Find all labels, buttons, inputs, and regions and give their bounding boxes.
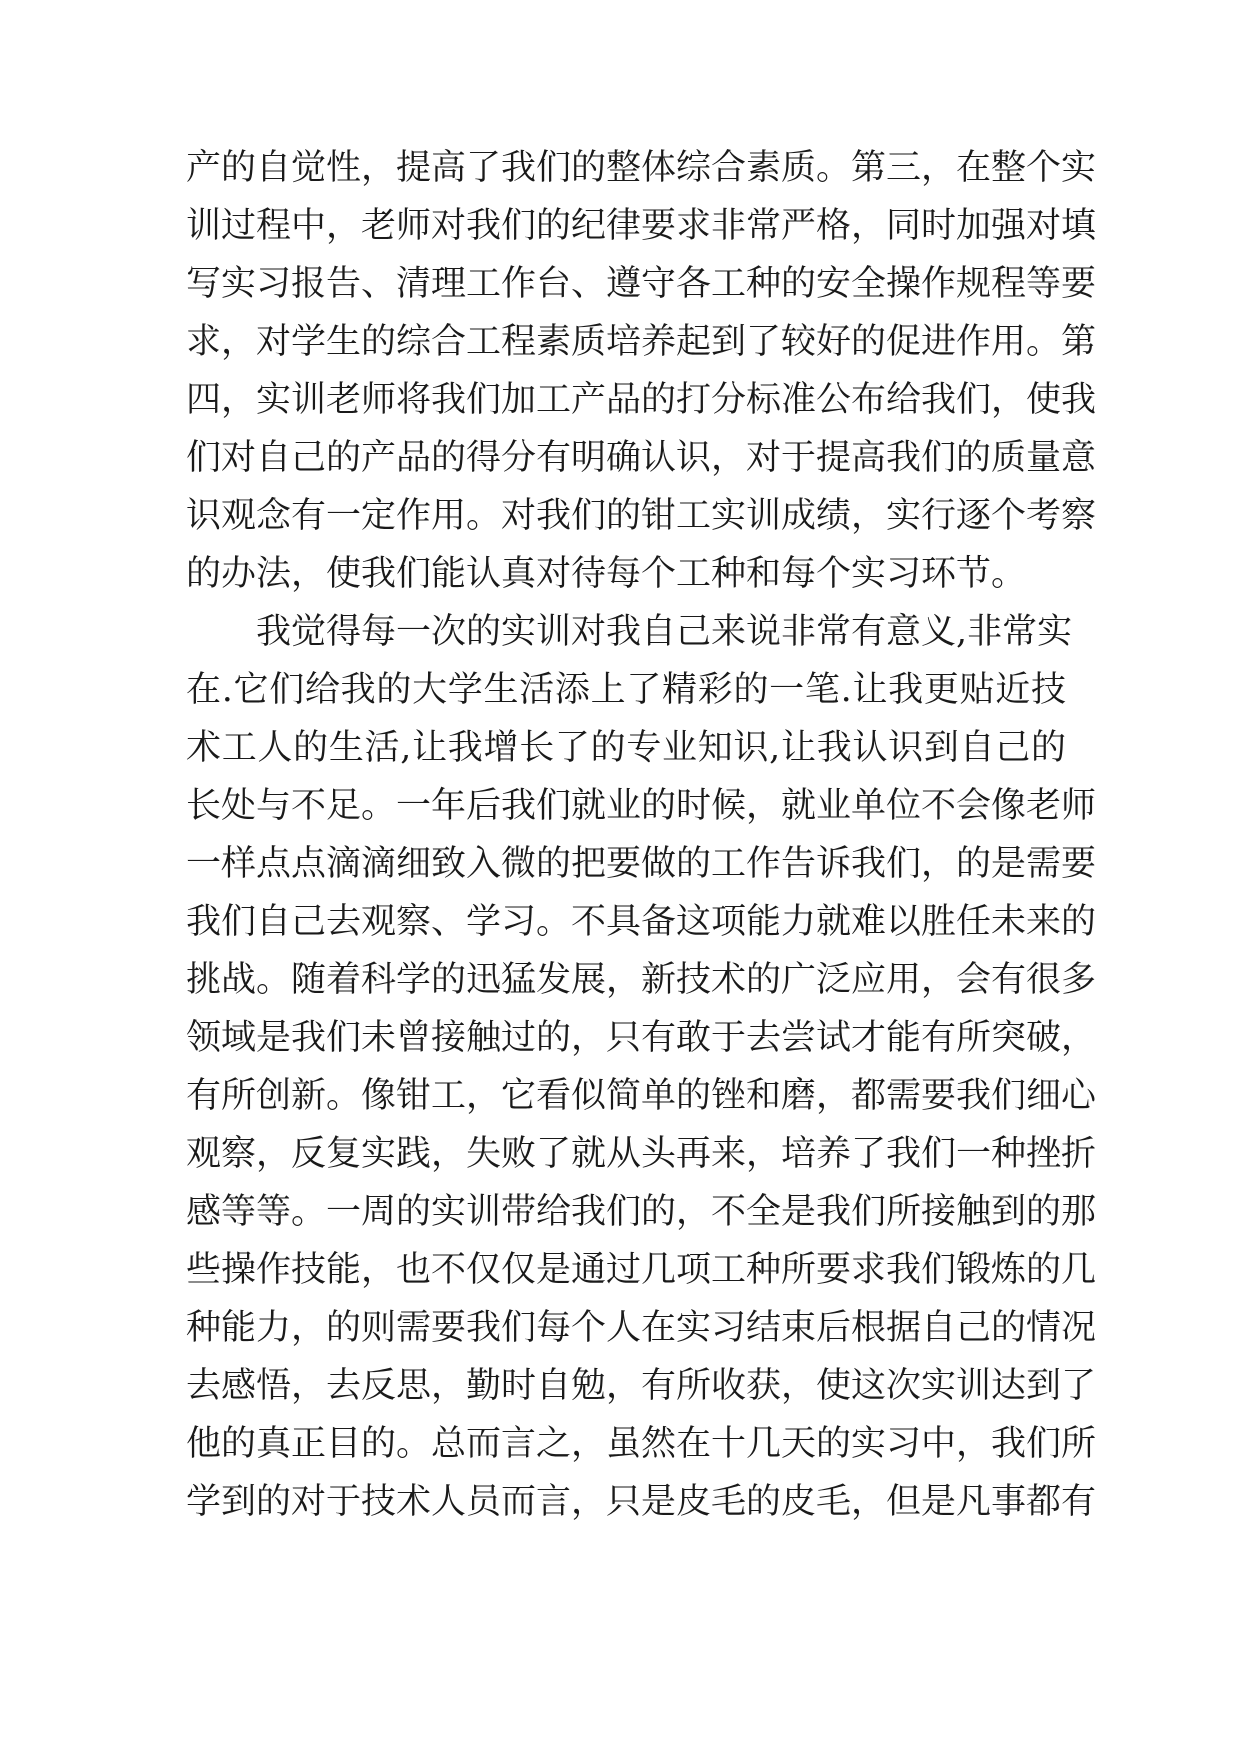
paragraph-line: 他的真正目的。总而言之，虽然在十几天的实习中，我们所 (186, 1424, 1097, 1464)
paragraph-line: 些操作技能，也不仅仅是通过几项工种所要求我们锻炼的几 (186, 1250, 1097, 1290)
paragraph-line: 识观念有一定作用。对我们的钳工实训成绩，实行逐个考察 (186, 496, 1097, 536)
paragraph-line: 在.它们给我的大学生活添上了精彩的一笔.让我更贴近技 (186, 670, 1066, 710)
paragraph-line: 术工人的生活,让我增长了的专业知识,让我认识到自己的 (186, 728, 1066, 768)
paragraph-line: 我觉得每一次的实训对我自己来说非常有意义,非常实 (256, 612, 1073, 652)
paragraph-line: 们对自己的产品的得分有明确认识，对于提高我们的质量意 (186, 438, 1097, 478)
paragraph-line: 种能力，的则需要我们每个人在实习结束后根据自己的情况 (186, 1308, 1097, 1348)
paragraph-line: 训过程中，老师对我们的纪律要求非常严格，同时加强对填 (186, 206, 1097, 246)
paragraph-line: 观察，反复实践，失败了就从头再来，培养了我们一种挫折 (186, 1134, 1097, 1174)
paragraph-line: 我们自己去观察、学习。不具备这项能力就难以胜任未来的 (186, 902, 1097, 942)
paragraph-line: 的办法，使我们能认真对待每个工种和每个实习环节。 (186, 554, 1027, 594)
paragraph-line: 四，实训老师将我们加工产品的打分标准公布给我们，使我 (186, 380, 1097, 420)
paragraph-line: 感等等。一周的实训带给我们的，不全是我们所接触到的那 (186, 1192, 1097, 1232)
paragraph-line: 有所创新。像钳工，它看似简单的锉和磨，都需要我们细心 (186, 1076, 1097, 1116)
paragraph-line: 一样点点滴滴细致入微的把要做的工作告诉我们，的是需要 (186, 844, 1097, 884)
paragraph-line: 领域是我们未曾接触过的，只有敢于去尝试才能有所突破， (186, 1018, 1097, 1058)
paragraph-line: 求，对学生的综合工程素质培养起到了较好的促进作用。第 (186, 322, 1097, 362)
paragraph-line: 产的自觉性，提高了我们的整体综合素质。第三，在整个实 (186, 148, 1097, 188)
paragraph-line: 长处与不足。一年后我们就业的时候，就业单位不会像老师 (186, 786, 1097, 826)
paragraph-line: 去感悟，去反思，勤时自勉，有所收获，使这次实训达到了 (186, 1366, 1097, 1406)
paragraph-line: 学到的对于技术人员而言，只是皮毛的皮毛，但是凡事都有 (186, 1482, 1097, 1522)
paragraph-line: 写实习报告、清理工作台、遵守各工种的安全操作规程等要 (186, 264, 1097, 304)
paragraph-line: 挑战。随着科学的迅猛发展，新技术的广泛应用，会有很多 (186, 960, 1097, 1000)
